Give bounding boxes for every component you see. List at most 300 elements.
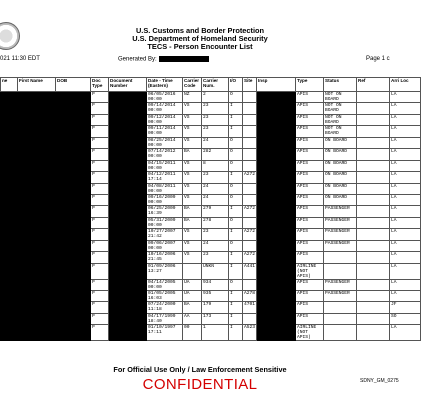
cell-ref — [357, 114, 390, 125]
cell-site — [243, 279, 257, 290]
cell-carrier-code: NZ — [183, 92, 202, 103]
cell-type: APIS — [296, 149, 324, 160]
redacted-insp — [257, 114, 296, 125]
redacted-insp — [257, 149, 296, 160]
redacted-insp — [257, 313, 296, 324]
table-row — [1, 217, 421, 228]
table-row — [1, 279, 421, 290]
redacted-dob — [56, 172, 91, 183]
cell-type: APIS — [296, 183, 324, 194]
cell-site: A272 — [243, 252, 257, 263]
cell-type: APIS — [296, 126, 324, 137]
redacted-first-name — [18, 325, 56, 341]
redacted-document-number — [109, 279, 147, 290]
cell-carrier-num: 935 — [202, 291, 229, 302]
report-title: TECS - Person Encounter List — [147, 42, 253, 51]
cell-carrier-code: BA — [183, 206, 202, 217]
cell-site — [243, 217, 257, 228]
redacted-last-name — [1, 325, 18, 341]
cell-site — [243, 183, 257, 194]
redacted-last-name — [1, 92, 18, 103]
cell-ref — [357, 137, 390, 148]
redacted-insp — [257, 302, 296, 313]
cell-status: NOT ON BOARD — [324, 114, 357, 125]
cell-arrival-loc: LA — [390, 183, 421, 194]
cell-carrier-num: 179 — [202, 302, 229, 313]
redacted-last-name — [1, 194, 18, 205]
cell-site — [243, 160, 257, 171]
cell-status: ON BOARD — [324, 172, 357, 183]
cell-doc-type: P — [91, 183, 109, 194]
cell-type: APIS — [296, 302, 324, 313]
cell-carrier-num: 279 — [202, 206, 229, 217]
redacted-first-name — [18, 137, 56, 148]
cell-site — [243, 114, 257, 125]
cell-type: APIS — [296, 206, 324, 217]
cell-date-time: 08/25/2014 00:00 — [147, 137, 183, 148]
redacted-document-number — [109, 302, 147, 313]
fouo-notice: For Official Use Only / Law Enforcement Sensitive — [113, 365, 287, 374]
redacted-dob — [56, 103, 91, 114]
redacted-document-number — [109, 313, 147, 324]
cell-arrival-loc: LA — [390, 160, 421, 171]
cell-arrival-loc: LA — [390, 325, 421, 341]
redacted-first-name — [18, 229, 56, 240]
cell-date-time: 04/15/2011 00:00 — [147, 160, 183, 171]
cell-io: O — [229, 160, 243, 171]
cell-type: APIS — [296, 217, 324, 228]
cell-io: O — [229, 194, 243, 205]
cell-arrival-loc: LA — [390, 240, 421, 251]
cell-arrival-loc: LA — [390, 103, 421, 114]
cell-status — [324, 302, 357, 313]
redacted-dob — [56, 217, 91, 228]
cell-carrier-num: 24 — [202, 183, 229, 194]
cell-date-time: 09/14/2014 00:00 — [147, 103, 183, 114]
col-first-name: First Name — [18, 78, 56, 92]
redacted-insp — [257, 229, 296, 240]
table-row — [1, 240, 421, 251]
redacted-last-name — [1, 206, 18, 217]
redacted-last-name — [1, 137, 18, 148]
cell-carrier-code: VS — [183, 240, 202, 251]
redacted-insp — [257, 263, 296, 279]
redacted-last-name — [1, 160, 18, 171]
redacted-dob — [56, 206, 91, 217]
col-carrier-code: Carrier Code — [183, 78, 202, 92]
redacted-first-name — [18, 240, 56, 251]
redacted-first-name — [18, 103, 56, 114]
redacted-document-number — [109, 240, 147, 251]
cell-status: ON BOARD — [324, 137, 357, 148]
cell-doc-type: P — [91, 291, 109, 302]
cell-carrier-code: BA — [183, 149, 202, 160]
redacted-last-name — [1, 252, 18, 263]
cell-io: I — [229, 252, 243, 263]
cell-carrier-code: VS — [183, 114, 202, 125]
redacted-insp — [257, 194, 296, 205]
cell-status: PASSENGER — [324, 229, 357, 240]
redacted-insp — [257, 172, 296, 183]
redacted-document-number — [109, 114, 147, 125]
redacted-dob — [56, 252, 91, 263]
cell-site — [243, 126, 257, 137]
redacted-first-name — [18, 126, 56, 137]
cell-ref — [357, 263, 390, 279]
cell-doc-type: P — [91, 126, 109, 137]
cell-ref — [357, 172, 390, 183]
cell-ref — [357, 103, 390, 114]
cell-doc-type: P — [91, 172, 109, 183]
table-row — [1, 206, 421, 217]
cell-doc-type: P — [91, 217, 109, 228]
redaction-bar — [159, 56, 209, 62]
redacted-dob — [56, 302, 91, 313]
redacted-document-number — [109, 137, 147, 148]
cell-io: I — [229, 114, 243, 125]
cell-carrier-code: BA — [183, 217, 202, 228]
redacted-dob — [56, 240, 91, 251]
cell-carrier-num: UNKN — [202, 263, 229, 279]
cell-ref — [357, 313, 390, 324]
cell-site — [243, 137, 257, 148]
cell-status: NOT ON BOARD — [324, 103, 357, 114]
col-type: Type — [296, 78, 324, 92]
table-row — [1, 302, 421, 313]
cell-arrival-loc: LA — [390, 263, 421, 279]
cell-type: APIS — [296, 313, 324, 324]
redacted-first-name — [18, 194, 56, 205]
cell-io: O — [229, 279, 243, 290]
cell-carrier-code — [183, 263, 202, 279]
cell-status — [324, 313, 357, 324]
cell-arrival-loc: LA — [390, 149, 421, 160]
agency-title: U.S. Customs and Border Protection — [135, 26, 265, 35]
redacted-dob — [56, 126, 91, 137]
redacted-first-name — [18, 302, 56, 313]
redacted-first-name — [18, 291, 56, 302]
cell-doc-type: P — [91, 137, 109, 148]
col-ref: Ref — [357, 78, 390, 92]
cell-date-time: 07/24/2000 11:18 — [147, 302, 183, 313]
redacted-document-number — [109, 126, 147, 137]
cell-type: AIRLINE (NOT APIS) — [296, 263, 324, 279]
cell-io: O — [229, 183, 243, 194]
redacted-first-name — [18, 263, 56, 279]
col-last-name: ne — [1, 78, 18, 92]
cell-type: APIS — [296, 279, 324, 290]
redacted-document-number — [109, 263, 147, 279]
cell-site: A272 — [243, 229, 257, 240]
redacted-first-name — [18, 114, 56, 125]
redacted-document-number — [109, 103, 147, 114]
cell-doc-type: P — [91, 92, 109, 103]
cell-type: APIS — [296, 252, 324, 263]
cell-ref — [357, 325, 390, 341]
cell-arrival-loc: LA — [390, 252, 421, 263]
cell-site: A278 — [243, 291, 257, 302]
cell-date-time: 09/06/2007 00:00 — [147, 240, 183, 251]
redacted-last-name — [1, 302, 18, 313]
cell-doc-type: P — [91, 325, 109, 341]
cell-doc-type: P — [91, 160, 109, 171]
cell-io: O — [229, 240, 243, 251]
redacted-document-number — [109, 172, 147, 183]
cell-ref — [357, 279, 390, 290]
cell-carrier-code: UA — [183, 291, 202, 302]
cell-doc-type: P — [91, 302, 109, 313]
report-date: 021 11:30 EDT — [0, 56, 40, 62]
cell-doc-type: P — [91, 252, 109, 263]
cell-type: APIS — [296, 172, 324, 183]
cell-status — [324, 263, 357, 279]
table-row — [1, 252, 421, 263]
generated-by — [118, 56, 209, 63]
cell-carrier-num: 23 — [202, 229, 229, 240]
cell-arrival-loc: LA — [390, 126, 421, 137]
cell-date-time: 04/12/2011 17:14 — [147, 172, 183, 183]
cell-site — [243, 194, 257, 205]
redacted-document-number — [109, 183, 147, 194]
redacted-dob — [56, 291, 91, 302]
col-site: Site — [243, 78, 257, 92]
cell-status: PASSENGER — [324, 279, 357, 290]
table-row — [1, 137, 421, 148]
cell-type: APIS — [296, 103, 324, 114]
cell-type: APIS — [296, 137, 324, 148]
generated-by-label: Generated By: — [118, 56, 157, 63]
cell-carrier-code: 00 — [183, 325, 202, 341]
cell-ref — [357, 240, 390, 251]
redacted-document-number — [109, 217, 147, 228]
cell-status: PASSENGER — [324, 291, 357, 302]
cell-carrier-num: 23 — [202, 126, 229, 137]
cell-type: AIRLINE (NOT APIS) — [296, 325, 324, 341]
cell-io: I — [229, 126, 243, 137]
cell-arrival-loc: SO — [390, 313, 421, 324]
redacted-first-name — [18, 183, 56, 194]
cell-date-time: 09/11/2014 00:00 — [147, 126, 183, 137]
cell-site: A523 — [243, 325, 257, 341]
cell-arrival-loc: LA — [390, 217, 421, 228]
page-number: Page 1 c — [366, 56, 390, 62]
redacted-first-name — [18, 252, 56, 263]
cell-carrier-num: 278 — [202, 217, 229, 228]
cell-date-time: 07/14/2012 00:00 — [147, 149, 183, 160]
cell-carrier-code: BA — [183, 302, 202, 313]
cell-arrival-loc: LA — [390, 206, 421, 217]
cell-arrival-loc: LA — [390, 194, 421, 205]
table-row — [1, 194, 421, 205]
cell-carrier-num: 173 — [202, 313, 229, 324]
redacted-first-name — [18, 217, 56, 228]
col-arrival-loc: Arri Loc — [390, 78, 421, 92]
col-carrier-num: Carrier Num. — [202, 78, 229, 92]
cell-ref — [357, 149, 390, 160]
table-row — [1, 92, 421, 103]
cell-io: O — [229, 137, 243, 148]
cell-io: O — [229, 92, 243, 103]
cell-date-time: 10/27/2007 21:42 — [147, 229, 183, 240]
col-date-time: Date - Time (Eastern) — [147, 78, 183, 92]
col-doc-type: Doc Type — [91, 78, 109, 92]
cell-arrival-loc: LA — [390, 137, 421, 148]
redacted-insp — [257, 103, 296, 114]
redacted-insp — [257, 160, 296, 171]
bates-number: SDNY_GM_0275 — [360, 378, 399, 384]
cell-carrier-code: VS — [183, 126, 202, 137]
col-status: Status — [324, 78, 357, 92]
table-row — [1, 229, 421, 240]
cell-doc-type: P — [91, 229, 109, 240]
cell-ref — [357, 217, 390, 228]
cell-site — [243, 92, 257, 103]
redacted-document-number — [109, 92, 147, 103]
cell-carrier-code: AA — [183, 313, 202, 324]
cell-doc-type: P — [91, 206, 109, 217]
cell-status: PASSENGER — [324, 206, 357, 217]
redacted-insp — [257, 217, 296, 228]
col-document-number: Document Number — [109, 78, 147, 92]
department-title: U.S. Department of Homeland Security — [132, 34, 268, 43]
cell-carrier-code: VS — [183, 137, 202, 148]
redacted-document-number — [109, 252, 147, 263]
redacted-dob — [56, 325, 91, 341]
cell-site — [243, 103, 257, 114]
cell-io: I — [229, 103, 243, 114]
col-dob: DOB — [56, 78, 91, 92]
cell-ref — [357, 160, 390, 171]
cell-doc-type: P — [91, 313, 109, 324]
cell-carrier-num: 8 — [202, 160, 229, 171]
cell-ref — [357, 183, 390, 194]
cell-io: I — [229, 229, 243, 240]
cell-type: APIS — [296, 291, 324, 302]
cell-ref — [357, 291, 390, 302]
redacted-first-name — [18, 172, 56, 183]
cell-site — [243, 240, 257, 251]
cell-type: APIS — [296, 229, 324, 240]
cell-date-time: 04/08/2011 00:00 — [147, 183, 183, 194]
redacted-last-name — [1, 263, 18, 279]
cell-carrier-num: 282 — [202, 149, 229, 160]
redacted-document-number — [109, 194, 147, 205]
cell-ref — [357, 126, 390, 137]
redacted-last-name — [1, 217, 18, 228]
cell-io: O — [229, 217, 243, 228]
table-row — [1, 263, 421, 279]
cell-carrier-num: 23 — [202, 103, 229, 114]
cell-arrival-loc: JF — [390, 302, 421, 313]
cell-arrival-loc: LA — [390, 291, 421, 302]
redacted-document-number — [109, 291, 147, 302]
cell-ref — [357, 92, 390, 103]
cell-doc-type: P — [91, 114, 109, 125]
cell-status: ON BOARD — [324, 194, 357, 205]
redacted-dob — [56, 263, 91, 279]
cell-carrier-code: VS — [183, 229, 202, 240]
cell-carrier-code: VS — [183, 194, 202, 205]
redacted-dob — [56, 279, 91, 290]
redacted-first-name — [18, 313, 56, 324]
cell-io: I — [229, 206, 243, 217]
redacted-dob — [56, 229, 91, 240]
redacted-dob — [56, 149, 91, 160]
cell-type: APIS — [296, 92, 324, 103]
cell-status — [324, 252, 357, 263]
cell-date-time: 05/31/2009 00:00 — [147, 217, 183, 228]
cell-type: APIS — [296, 240, 324, 251]
cell-carrier-num: 24 — [202, 240, 229, 251]
cell-site: A272 — [243, 206, 257, 217]
redacted-last-name — [1, 172, 18, 183]
redacted-insp — [257, 183, 296, 194]
cell-site — [243, 149, 257, 160]
redacted-last-name — [1, 103, 18, 114]
redacted-first-name — [18, 149, 56, 160]
col-io: I/O — [229, 78, 243, 92]
cell-carrier-num: 23 — [202, 172, 229, 183]
cell-carrier-num: 2 — [202, 92, 229, 103]
confidential-stamp: CONFIDENTIAL — [142, 376, 258, 393]
table-row — [1, 291, 421, 302]
cell-site: A272 — [243, 172, 257, 183]
redacted-first-name — [18, 206, 56, 217]
cell-carrier-num: 1 — [202, 325, 229, 341]
cell-date-time: 06/05/2016 00:00 — [147, 92, 183, 103]
table-row — [1, 325, 421, 341]
cell-date-time: 06/25/2009 16:39 — [147, 206, 183, 217]
redacted-insp — [257, 291, 296, 302]
redacted-insp — [257, 92, 296, 103]
redacted-dob — [56, 194, 91, 205]
cell-carrier-code: VS — [183, 172, 202, 183]
col-insp: Insp — [257, 78, 296, 92]
redacted-first-name — [18, 92, 56, 103]
redacted-insp — [257, 126, 296, 137]
redacted-last-name — [1, 149, 18, 160]
redacted-insp — [257, 240, 296, 251]
redacted-insp — [257, 137, 296, 148]
cell-date-time: 04/17/1999 18:40 — [147, 313, 183, 324]
table-row — [1, 114, 421, 125]
cell-site: A441 — [243, 263, 257, 279]
redacted-last-name — [1, 183, 18, 194]
cell-arrival-loc: LA — [390, 172, 421, 183]
redacted-last-name — [1, 313, 18, 324]
redacted-document-number — [109, 325, 147, 341]
cell-status: PASSENGER — [324, 217, 357, 228]
cell-doc-type: P — [91, 263, 109, 279]
cell-carrier-num: 24 — [202, 194, 229, 205]
redacted-dob — [56, 183, 91, 194]
cell-date-time: 10/16/2006 21:45 — [147, 252, 183, 263]
cell-date-time: 01/10/1997 17:11 — [147, 325, 183, 341]
redacted-insp — [257, 206, 296, 217]
table-row — [1, 183, 421, 194]
redacted-insp — [257, 279, 296, 290]
cell-status: ON BOARD — [324, 149, 357, 160]
cell-io: O — [229, 149, 243, 160]
cell-type: APIS — [296, 160, 324, 171]
cell-date-time: 04/14/2005 00:00 — [147, 279, 183, 290]
encounter-table — [0, 77, 421, 341]
redacted-dob — [56, 313, 91, 324]
cell-carrier-code: UA — [183, 279, 202, 290]
cell-type: APIS — [296, 114, 324, 125]
table-header-row — [1, 78, 421, 92]
redacted-document-number — [109, 229, 147, 240]
